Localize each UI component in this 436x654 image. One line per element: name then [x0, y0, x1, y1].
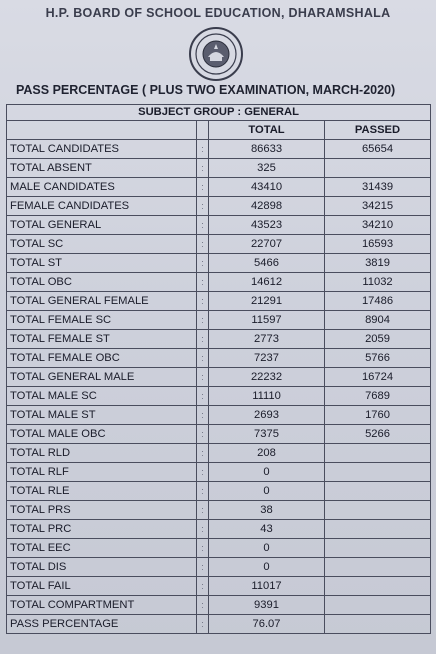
row-label: TOTAL MALE OBC: [7, 425, 197, 444]
table-row: [7, 197, 431, 216]
row-label: TOTAL CANDIDATES: [7, 140, 197, 159]
row-total: 22232: [209, 368, 325, 387]
passed-column-header: PASSED: [325, 121, 431, 140]
row-total: 0: [209, 539, 325, 558]
row-passed: 5266: [325, 425, 431, 444]
row-total: 0: [209, 558, 325, 577]
row-passed: 2059: [325, 330, 431, 349]
row-separator: :: [197, 558, 209, 577]
table-row: [7, 254, 431, 273]
table-row: [7, 330, 431, 349]
header-row: [7, 121, 431, 140]
row-label: TOTAL MALE ST: [7, 406, 197, 425]
row-separator: :: [197, 140, 209, 159]
row-total: 76.07: [209, 615, 325, 634]
row-total: 325: [209, 159, 325, 178]
row-label: TOTAL ABSENT: [7, 159, 197, 178]
row-passed: 16724: [325, 368, 431, 387]
row-label: TOTAL FEMALE ST: [7, 330, 197, 349]
row-passed: [325, 558, 431, 577]
row-passed: [325, 520, 431, 539]
row-total: 0: [209, 482, 325, 501]
board-title: H.P. BOARD OF SCHOOL EDUCATION, DHARAMSHALA: [45, 6, 391, 20]
row-passed: 31439: [325, 178, 431, 197]
row-total: 2773: [209, 330, 325, 349]
row-total: 42898: [209, 197, 325, 216]
table-row: [7, 273, 431, 292]
row-separator: :: [197, 520, 209, 539]
row-passed: 8904: [325, 311, 431, 330]
table-row: [7, 178, 431, 197]
row-total: 14612: [209, 273, 325, 292]
row-separator: :: [197, 368, 209, 387]
row-total: 21291: [209, 292, 325, 311]
table-row: [7, 577, 431, 596]
row-total: 11110: [209, 387, 325, 406]
table-body: [7, 140, 431, 634]
row-passed: 3819: [325, 254, 431, 273]
row-label: MALE CANDIDATES: [7, 178, 197, 197]
row-separator: :: [197, 330, 209, 349]
table-row: [7, 406, 431, 425]
row-passed: 5766: [325, 349, 431, 368]
row-label: TOTAL RLF: [7, 463, 197, 482]
row-separator: :: [197, 349, 209, 368]
row-total: 2693: [209, 406, 325, 425]
row-separator: :: [197, 596, 209, 615]
row-separator: :: [197, 615, 209, 634]
row-passed: [325, 482, 431, 501]
row-total: 7237: [209, 349, 325, 368]
row-separator: :: [197, 178, 209, 197]
row-label: TOTAL RLE: [7, 482, 197, 501]
table-row: [7, 615, 431, 634]
exam-title: PASS PERCENTAGE ( PLUS TWO EXAMINATION, MARCH-2020): [16, 83, 396, 97]
row-label: TOTAL GENERAL MALE: [7, 368, 197, 387]
row-label: TOTAL DIS: [7, 558, 197, 577]
row-passed: [325, 444, 431, 463]
row-label: TOTAL FEMALE SC: [7, 311, 197, 330]
row-separator: :: [197, 463, 209, 482]
table-row: [7, 596, 431, 615]
separator-column-header: [197, 121, 209, 140]
row-passed: 34215: [325, 197, 431, 216]
row-label: TOTAL COMPARTMENT: [7, 596, 197, 615]
row-label: TOTAL FEMALE OBC: [7, 349, 197, 368]
table-row: [7, 444, 431, 463]
row-passed: [325, 577, 431, 596]
subject-group-title: SUBJECT GROUP : GENERAL: [7, 105, 431, 121]
row-separator: :: [197, 311, 209, 330]
row-separator: :: [197, 254, 209, 273]
row-label: TOTAL ST: [7, 254, 197, 273]
row-total: 38: [209, 501, 325, 520]
row-passed: 1760: [325, 406, 431, 425]
row-total: 208: [209, 444, 325, 463]
row-passed: 16593: [325, 235, 431, 254]
table-row: [7, 140, 431, 159]
row-total: 86633: [209, 140, 325, 159]
row-passed: 34210: [325, 216, 431, 235]
table-row: [7, 539, 431, 558]
row-label: TOTAL MALE SC: [7, 387, 197, 406]
table-row: [7, 501, 431, 520]
table-row: [7, 482, 431, 501]
row-separator: :: [197, 387, 209, 406]
row-total: 22707: [209, 235, 325, 254]
row-separator: :: [197, 539, 209, 558]
row-passed: 11032: [325, 273, 431, 292]
row-label: FEMALE CANDIDATES: [7, 197, 197, 216]
row-separator: :: [197, 482, 209, 501]
row-passed: [325, 596, 431, 615]
table-row: [7, 235, 431, 254]
row-total: 11597: [209, 311, 325, 330]
table-row: [7, 425, 431, 444]
row-passed: [325, 463, 431, 482]
result-table: [6, 104, 431, 634]
row-passed: 65654: [325, 140, 431, 159]
table-row: [7, 368, 431, 387]
row-separator: :: [197, 292, 209, 311]
table-row: [7, 463, 431, 482]
total-column-header: TOTAL: [209, 121, 325, 140]
row-total: 5466: [209, 254, 325, 273]
row-passed: 7689: [325, 387, 431, 406]
row-label: PASS PERCENTAGE: [7, 615, 197, 634]
board-emblem-icon: [188, 26, 244, 82]
table-row: [7, 520, 431, 539]
row-total: 9391: [209, 596, 325, 615]
row-total: 43410: [209, 178, 325, 197]
table-row: [7, 311, 431, 330]
row-separator: :: [197, 501, 209, 520]
row-total: 43523: [209, 216, 325, 235]
row-passed: 17486: [325, 292, 431, 311]
table-row: [7, 558, 431, 577]
row-separator: :: [197, 197, 209, 216]
table-row: [7, 216, 431, 235]
row-separator: :: [197, 159, 209, 178]
row-label: TOTAL OBC: [7, 273, 197, 292]
group-row: [7, 105, 431, 121]
row-total: 11017: [209, 577, 325, 596]
table-row: [7, 349, 431, 368]
table-row: [7, 159, 431, 178]
row-label: TOTAL PRS: [7, 501, 197, 520]
row-passed: [325, 159, 431, 178]
row-separator: :: [197, 425, 209, 444]
table-row: [7, 387, 431, 406]
row-separator: :: [197, 577, 209, 596]
row-separator: :: [197, 273, 209, 292]
row-separator: :: [197, 216, 209, 235]
row-label: TOTAL PRC: [7, 520, 197, 539]
row-separator: :: [197, 444, 209, 463]
row-passed: [325, 539, 431, 558]
row-total: 43: [209, 520, 325, 539]
row-label: TOTAL GENERAL: [7, 216, 197, 235]
row-label: TOTAL GENERAL FEMALE: [7, 292, 197, 311]
label-column-header: [7, 121, 197, 140]
row-passed: [325, 501, 431, 520]
row-label: TOTAL FAIL: [7, 577, 197, 596]
row-total: 0: [209, 463, 325, 482]
row-total: 7375: [209, 425, 325, 444]
row-separator: :: [197, 406, 209, 425]
row-passed: [325, 615, 431, 634]
row-separator: :: [197, 235, 209, 254]
row-label: TOTAL EEC: [7, 539, 197, 558]
row-label: TOTAL SC: [7, 235, 197, 254]
table-row: [7, 292, 431, 311]
row-label: TOTAL RLD: [7, 444, 197, 463]
